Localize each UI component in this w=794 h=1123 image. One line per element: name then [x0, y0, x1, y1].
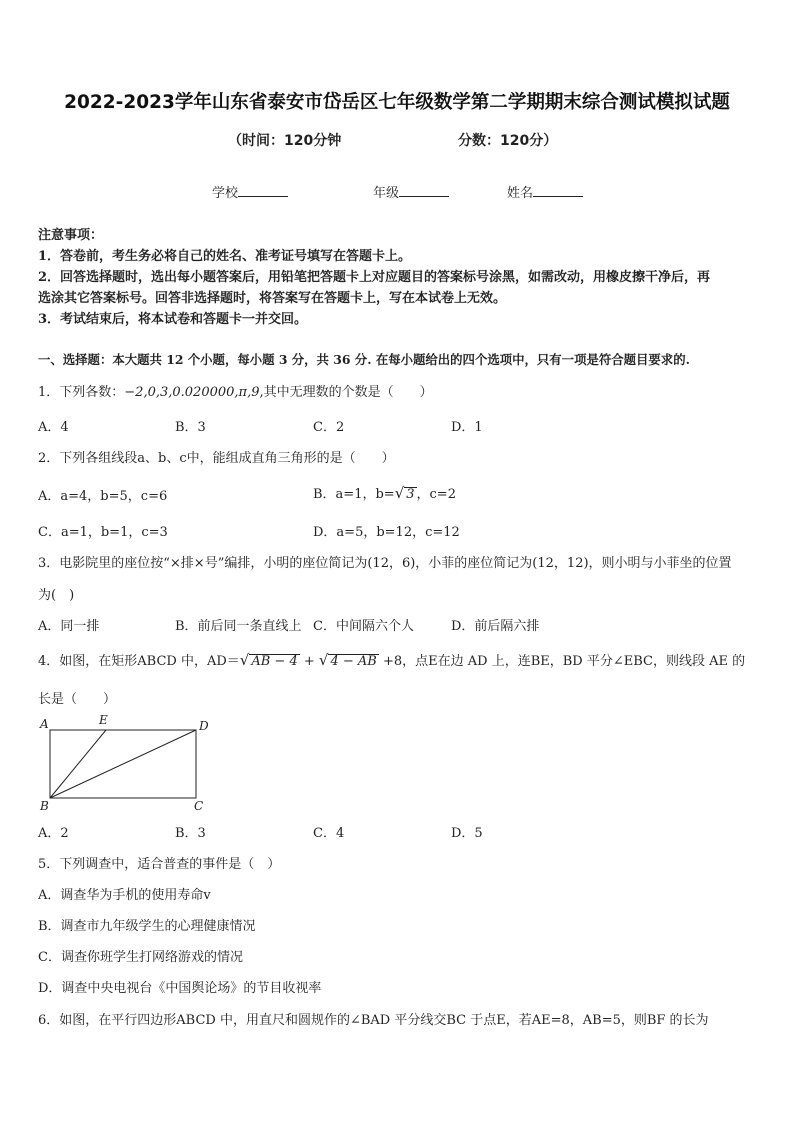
segment-be [50, 730, 106, 798]
label-e: E [99, 713, 108, 727]
q4-sqrt-1: AB − 4 [251, 654, 298, 669]
note-2b: 选涂其它答案标号。回答非选择题时，将答案写在答题卡上，写在本试卷上无效。 [38, 291, 507, 306]
grade-label: 年级 [373, 186, 400, 201]
q4-option-c[interactable]: C．4 [313, 826, 345, 841]
q5-option-b[interactable]: B．调查市九年级学生的心理健康情况 [38, 919, 256, 934]
q4-option-d[interactable]: D．5 [451, 826, 483, 841]
note-1: 1．答卷前，考生务必将自己的姓名、准考证号填写在答题卡上。 [38, 249, 412, 264]
q2-option-a[interactable]: A．a=4，b=5，c=6 [38, 489, 168, 504]
exam-score: 分数：120分） [458, 133, 558, 149]
q1-stem [38, 381, 433, 400]
school-field [212, 182, 288, 201]
q4-plus: + [299, 654, 319, 669]
label-a: A [40, 717, 49, 731]
q3-stem: 3．电影院里的座位按“×排×号”编排，小明的座位简记为(12，6)，小菲的座位简记为(12，12)，则小明与小菲坐的位置 [38, 556, 732, 571]
q5-stem: 5．下列调查中，适合普查的事件是（ ） [38, 857, 281, 872]
name-label: 姓名 [507, 186, 534, 201]
q4-sqrt-2: 4 − AB [330, 654, 377, 669]
q5-option-d[interactable]: D．调查中央电视台《中国舆论场》的节目收视率 [38, 981, 322, 996]
segment-bd [50, 730, 196, 798]
q2-stem: 2．下列各组线段a、b、c中，能组成直角三角形的是（ ） [38, 451, 395, 466]
q4-option-a[interactable]: A．2 [38, 826, 69, 841]
q4-stem: 4．如图，在矩形ABCD 中，AD＝√ AB − 4 + √ 4 − AB +8，点E在边 AD 上，连BE，BD 平分∠EBC，则线段 AE 的 [38, 651, 746, 669]
q3-option-b[interactable]: B．前后同一条直线上 [175, 619, 302, 634]
label-d: D [199, 719, 209, 733]
q4-pre: 4．如图，在矩形ABCD 中，AD＝ [38, 654, 240, 669]
q4-stem-2: 长是（ ） [38, 692, 117, 707]
q4-option-b[interactable]: B．3 [175, 826, 206, 841]
q2-option-b-sqrt: 3 [406, 487, 415, 502]
q4-post: +8，点E在边 AD 上，连BE，BD 平分∠EBC，则线段 AE 的 [378, 654, 746, 669]
q6-stem: 6．如图，在平行四边形ABCD 中，用直尺和圆规作的∠BAD 平分线交BC 于点E，若AE=8，AB=5，则BF 的长为 [38, 1013, 709, 1028]
q5-option-a[interactable]: A．调查华为手机的使用寿命v [38, 888, 211, 903]
q3-option-a[interactable]: A．同一排 [38, 619, 100, 634]
grade-blank[interactable] [399, 184, 449, 197]
q5-option-c[interactable]: C．调查你班学生打网络游戏的情况 [38, 950, 243, 965]
q1-numbers: −2,0,3,0.020000,π,9 [124, 385, 260, 400]
q2-option-b-pre: B．a=1，b= [313, 487, 395, 502]
q2-option-d[interactable]: D．a=5，b=12，c=12 [313, 525, 460, 540]
name-blank[interactable] [533, 184, 583, 197]
q2-option-c[interactable]: C．a=1，b=1，c=3 [38, 525, 168, 540]
label-c: C [194, 799, 204, 813]
q3-option-c[interactable]: C．中间隔六个人 [313, 619, 414, 634]
q1-pre: 1．下列各数： [38, 385, 125, 400]
school-label: 学校 [212, 186, 239, 201]
note-2a: 2．回答选择题时，选出每小题答案后，用铅笔把答题卡上对应题目的答案标号涂黑，如需改动，用橡皮擦干净后，再 [38, 270, 711, 285]
q1-option-b[interactable]: B．3 [175, 420, 206, 435]
q3-option-d[interactable]: D．前后隔六排 [451, 619, 540, 634]
q1-post: ,其中无理数的个数是（ ） [259, 385, 433, 400]
q1-option-c[interactable]: C．2 [313, 420, 345, 435]
q2-option-b[interactable]: B．a=1，b=√ 3 ，c=2 [313, 484, 456, 502]
exam-title: 2022-2023学年山东省泰安市岱岳区七年级数学第二学期期末综合测试模拟试题 [64, 92, 730, 113]
q4-figure [36, 712, 216, 814]
q1-option-d[interactable]: D．1 [451, 420, 483, 435]
q3-stem-2: 为( ) [38, 588, 75, 603]
name-field [507, 182, 583, 201]
label-b: B [40, 799, 49, 813]
notes-heading: 注意事项： [38, 228, 104, 243]
grade-field [373, 182, 449, 201]
school-blank[interactable] [238, 184, 288, 197]
q1-option-a[interactable]: A．4 [38, 420, 69, 435]
exam-time: （时间：120分钟 [228, 133, 342, 149]
section-heading: 一、选择题：本大题共 12 个小题，每小题 3 分，共 36 分. 在每小题给出的四个选项中，只有一项是符合题目要求的. [38, 352, 690, 367]
note-3: 3．考试结束后，将本试卷和答题卡一并交回。 [38, 312, 308, 327]
q2-option-b-post: ，c=2 [416, 487, 456, 502]
